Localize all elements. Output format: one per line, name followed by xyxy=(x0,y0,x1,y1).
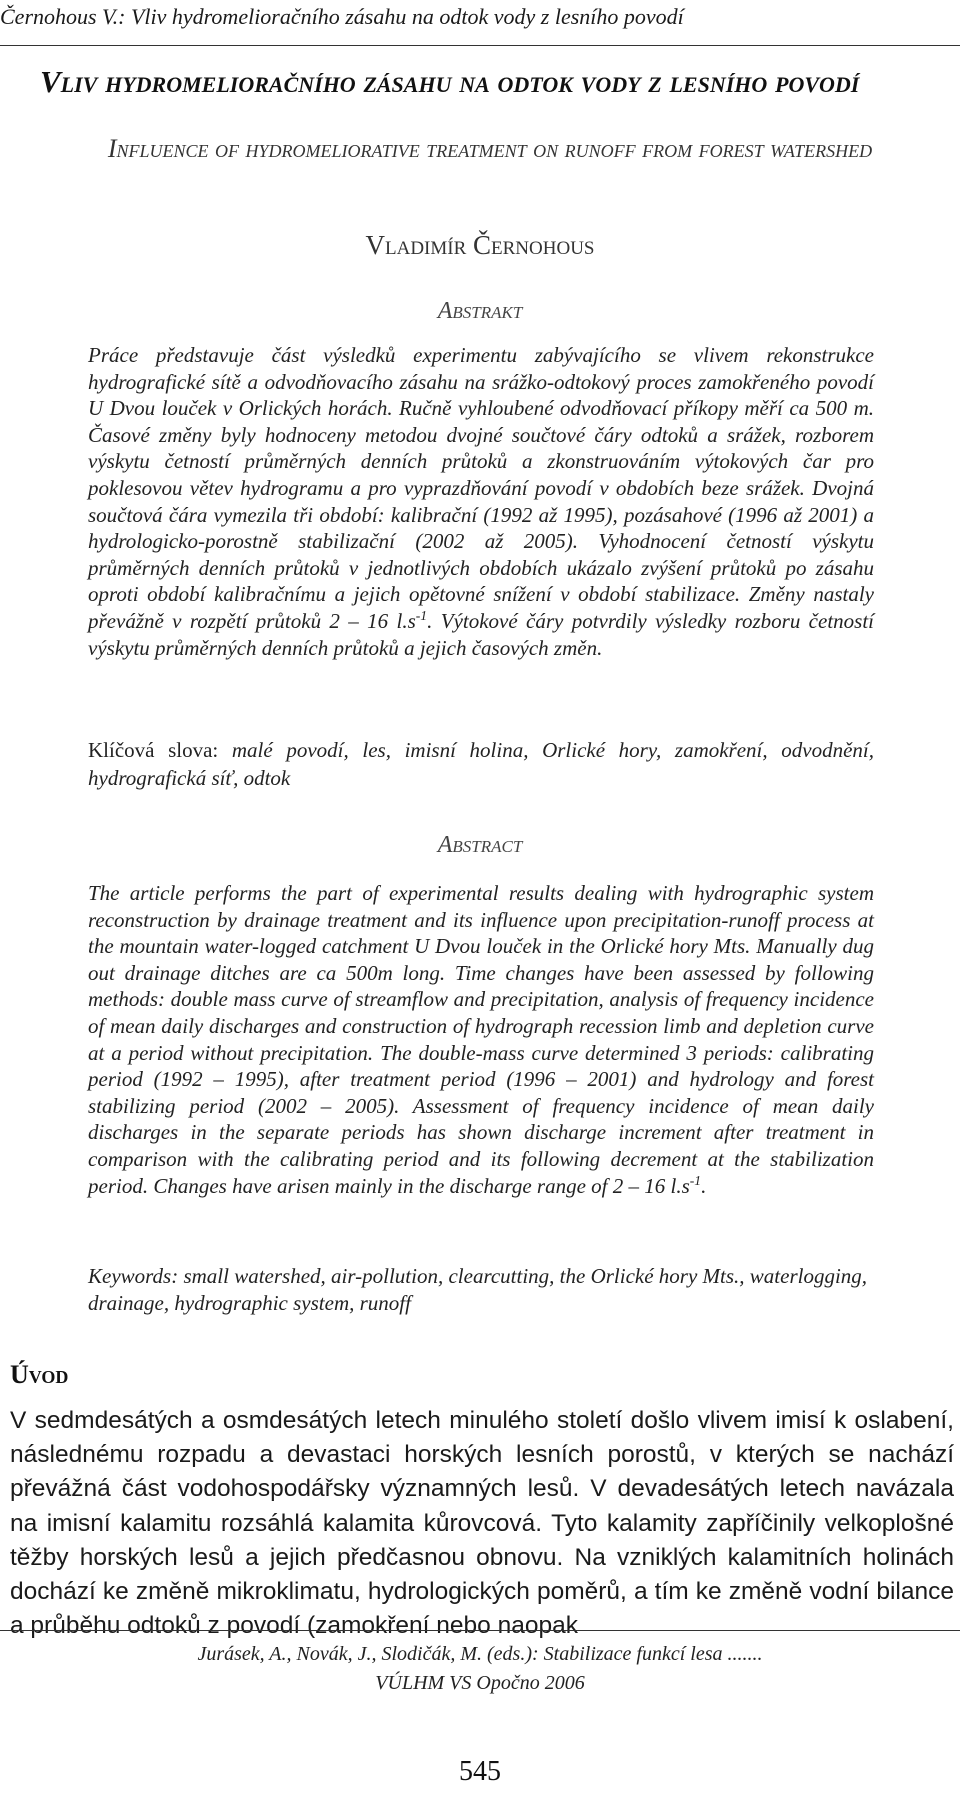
abstrakt-heading: Abstrakt xyxy=(437,298,523,324)
keywords-en: Keywords: small watershed, air-pollution, clearcutting, the Orlické hory Mts., waterlogging, drainage, hydrographic system, runoff xyxy=(88,1264,868,1315)
abstrakt-text: Práce představuje část výsledků experimentu zabývajícího se vlivem rekonstrukce hydrografické sítě a odvodňovacího zásahu na srážko-odtokový proces zamokřeného povodí U Dvou louček v Orlických horách. Ručně vyhloubené odvodňovací příkopy měří ca 500 m. Časové změny byly hodnoceny metodou dvojné součtové čáry odtoků a srážek, rozborem výskytu četností průměrných denních průtoků a zkonstruováním výtokových čar pro poklesovou větev hydrogramu a pro vyprazdňování povodí v obdobích beze srážek. Dvojná součtová čára vymezila tři období: kalibrační (1992 až 1995), pozásahové (1996 až 2001) a hydrologicko-porostně stabilizační (2002 až 2005). Vyhodnocení četností výskytu průměrných denních průtoků v jednotlivých obdobích ukázalo zvýšení průtoků po zásahu oproti období kalibračnímu a jejich opětovné snížení v období stabilizace. Změny nastaly převážně v rozpětí průtoků 2 – 16 $l.s^{-1}$. Výtokové čáry potvrdily výsledky rozboru četností výskytu průměrných denních průtoků a jejich časových změn. xyxy=(88,343,874,660)
author-name: Vladimír Černohous xyxy=(365,230,595,260)
running-head: Černohous V.: Vliv hydromelioračního zásahu na odtok vody z lesního povodí xyxy=(0,4,684,29)
footer-rule xyxy=(0,1630,960,1631)
abstract-unit-exponent: -1 xyxy=(689,1172,702,1188)
page-title: Vliv hydromelioračního zásahu na odtok vody z lesního povodí xyxy=(40,64,860,99)
abstract-heading: Abstract xyxy=(437,832,523,858)
section-heading: Úvod xyxy=(10,1360,69,1389)
page-subtitle-english: Influence of hydromeliorative treatment on runoff from forest watershed xyxy=(107,134,873,163)
header-rule xyxy=(0,45,960,46)
intro-paragraph: V sedmdesátých a osmdesátých letech minulého století došlo vlivem imisí k oslabení, následnému rozpadu a devastaci horských lesních porostů, v kterých se nachází převážná část vodohospodářsky významných lesů. V devadesátých letech navázala na imisní kalamitu rozsáhlá kalamita kůrovcová. Tyto kalamity zapříčinily velkoplošné těžby horských lesů a jejich předčasnou obnovu. Na vzniklých kalamitních holinách dochází ke změně mikroklimatu, hydrologických poměrů, a tím ke změně vodní bilance a průběhu odtoků z povodí (zamokření nebo naopak xyxy=(10,1407,954,1640)
keywords-cz-label: Klíčová slova: xyxy=(88,738,219,762)
footer-citation: Jurásek, A., Novák, J., Slodičák, M. (eds.): Stabilizace funkcí lesa ....... xyxy=(197,1643,763,1665)
page-number: 545 xyxy=(459,1756,501,1787)
footer-publisher: VÚLHM VS Opočno 2006 xyxy=(375,1672,585,1694)
keywords-cz: Klíčová slova: malé povodí, les, imisní holina, Orlické hory, zamokření, odvodnění, hydrografická síť, odtok xyxy=(88,738,874,790)
abstrakt-unit-exponent: -1 xyxy=(415,607,428,623)
abstract-text: The article performs the part of experimental results dealing with hydrographic system reconstruction by drainage treatment and its influence upon precipitation-runoff process at the mountain water-logged catchment U Dvou louček in the Orlické hory Mts. Manually dug out drainage ditches are ca 500m long. Time changes have been assessed by following methods: double mass curve of streamflow and precipitation, analysis of frequency incidence of mean daily discharges and construction of hydrograph recession limb and depletion curve at a period without precipitation. The double-mass curve determined 3 periods: calibrating period (1992 – 1995), after treatment period (1996 – 2001) and hydrology and forest stabilizing period (2002 – 2005). Assessment of frequency incidence of mean daily discharges in the separate periods has shown discharge increment after treatment in comparison with the calibrating period and its following decrement at the stabilization period. Changes have arisen mainly in the discharge range of 2 – 16 $l.s^{-1}$. xyxy=(88,881,874,1198)
